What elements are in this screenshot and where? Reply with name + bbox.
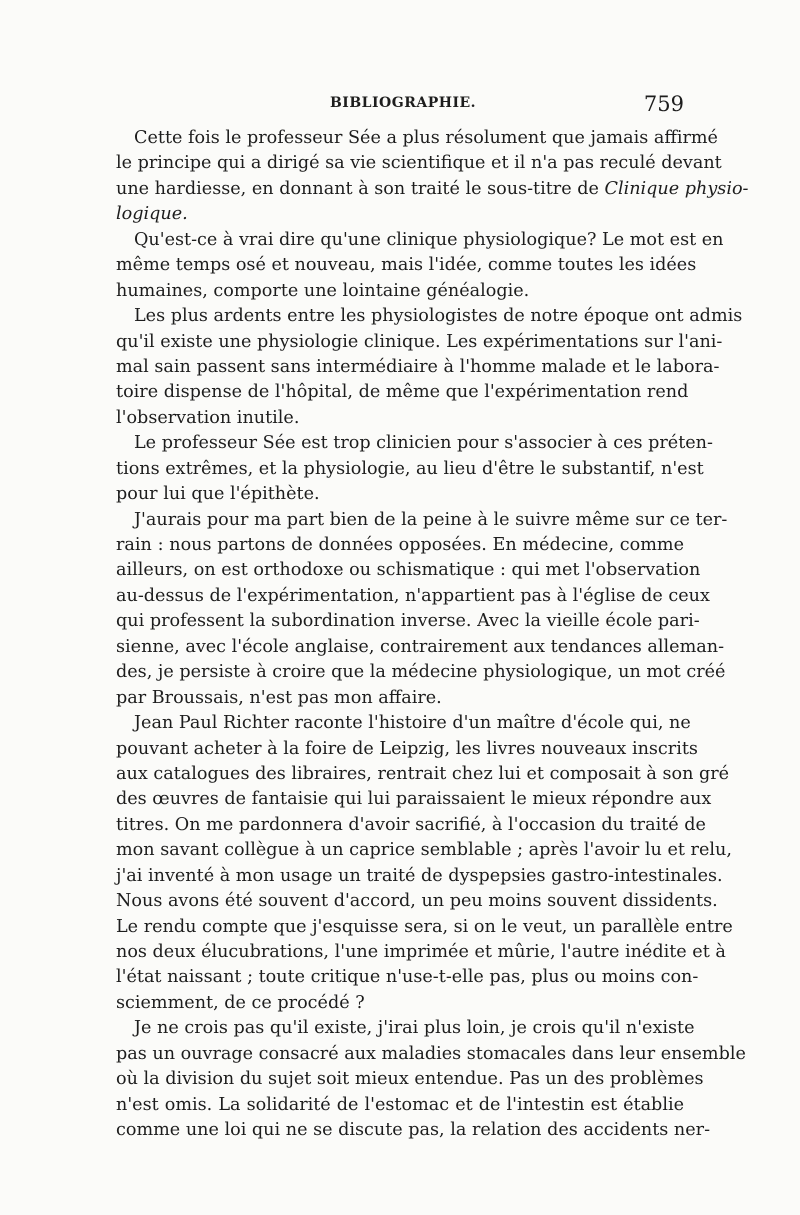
text-line: aux catalogues des libraires, rentrait chez lui et composait à son gré xyxy=(116,763,730,784)
text-line: l'observation inutile. xyxy=(116,407,300,428)
text-line: Le professeur Sée est trop clinicien pour s'associer à ces préten- xyxy=(134,433,713,454)
running-head xyxy=(116,92,684,119)
text-line: j'ai inventé à mon usage un traité de dyspepsies gastro-intestinales. xyxy=(116,865,723,886)
text-line: Je ne crois pas qu'il existe, j'irai plus loin, je crois qu'il n'existe xyxy=(134,1018,695,1039)
text-line: Qu'est-ce à vrai dire qu'une clinique physiologique? Le mot est en xyxy=(134,229,724,250)
text-line: humaines, comporte une lointaine généalogie. xyxy=(116,280,530,301)
italic-title: logique. xyxy=(116,204,188,225)
italic-title: Clinique physio- xyxy=(604,178,749,199)
paragraph xyxy=(116,228,724,304)
text-line: Jean Paul Richter raconte l'histoire d'un maître d'école qui, ne xyxy=(134,713,691,734)
text-line: Les plus ardents entre les physiologistes de notre époque ont admis xyxy=(134,306,743,327)
text-line: des, je persiste à croire que la médecine physiologique, un mot créé xyxy=(116,662,726,683)
text-line: pas un ouvrage consacré aux maladies stomacales dans leur ensemble xyxy=(116,1043,746,1064)
text-line: par Broussais, n'est pas mon affaire. xyxy=(116,687,442,708)
text-span: une hardiesse, en donnant à son traité le sous-titre de xyxy=(116,178,605,199)
text-line: sienne, avec l'école anglaise, contrairement aux tendances alleman- xyxy=(116,636,725,657)
paragraph xyxy=(116,431,713,507)
text-line: Le rendu compte que j'esquisse sera, si on le veut, un parallèle entre xyxy=(116,916,733,937)
text-line: titres. On me pardonnera d'avoir sacrifié, à l'occasion du traité de xyxy=(116,814,706,835)
text-line: où la division du sujet soit mieux entendue. Pas un des problèmes xyxy=(116,1069,704,1090)
body-text xyxy=(116,126,749,1144)
paragraph xyxy=(116,711,733,1016)
text-line: nos deux élucubrations, l'une imprimée et mûrie, l'autre inédite et à xyxy=(116,942,726,962)
text-line: Cette fois le professeur Sée a plus résolument que jamais affirmé xyxy=(134,128,718,148)
text-line: mon savant collègue à un caprice semblable ; après l'avoir lu et relu, xyxy=(116,840,732,861)
text-line: n'est omis. La solidarité de l'estomac et de l'intestin est établie xyxy=(116,1094,684,1115)
paragraph xyxy=(116,126,749,228)
text-line: des œuvres de fantaisie qui lui paraissaient le mieux répondre aux xyxy=(116,789,712,810)
text-line: qui professent la subordination inverse. Avec la vieille école pari- xyxy=(116,611,700,632)
text-line: comme une loi qui ne se discute pas, la relation des accidents ner- xyxy=(116,1120,711,1141)
text-line: tions extrêmes, et la physiologie, au lieu d'être le substantif, n'est xyxy=(116,458,704,479)
text-line: sciemment, de ce procédé ? xyxy=(116,992,365,1013)
text-line: J'aurais pour ma part bien de la peine à le suivre même sur ce ter- xyxy=(134,509,728,530)
text-line: le principe qui a dirigé sa vie scientifique et il n'a pas reculé devant xyxy=(116,153,722,174)
paragraph xyxy=(116,508,728,712)
section-title: BIBLIOGRAPHIE. xyxy=(329,95,477,111)
text-line: mal sain passent sans intermédiaire à l'homme malade et le labora- xyxy=(116,356,720,377)
text-line: ailleurs, on est orthodoxe ou schismatique : qui met l'observation xyxy=(116,560,701,581)
paragraph xyxy=(116,304,743,431)
text-line: toire dispense de l'hôpital, de même que l'expérimentation rend xyxy=(116,382,689,403)
text-line xyxy=(116,202,684,227)
paragraph xyxy=(116,1016,746,1143)
text-line: qu'il existe une physiologie clinique. Les expérimentations sur l'ani- xyxy=(116,331,723,352)
page-number: 759 xyxy=(643,92,684,116)
text-line: pouvant acheter à la foire de Leipzig, les livres nouveaux inscrits xyxy=(116,738,698,759)
text-line: au-dessus de l'expérimentation, n'appartient pas à l'église de ceux xyxy=(116,585,710,606)
text-line: l'état naissant ; toute critique n'use-t-elle pas, plus ou moins con- xyxy=(116,967,699,988)
text-line xyxy=(116,177,749,202)
text-line: pour lui que l'épithète. xyxy=(116,484,320,505)
text-line: Nous avons été souvent d'accord, un peu moins souvent dissidents. xyxy=(116,891,718,912)
text-line: rain : nous partons de données opposées. En médecine, comme xyxy=(116,535,684,555)
text-line: même temps osé et nouveau, mais l'idée, comme toutes les idées xyxy=(116,255,697,276)
